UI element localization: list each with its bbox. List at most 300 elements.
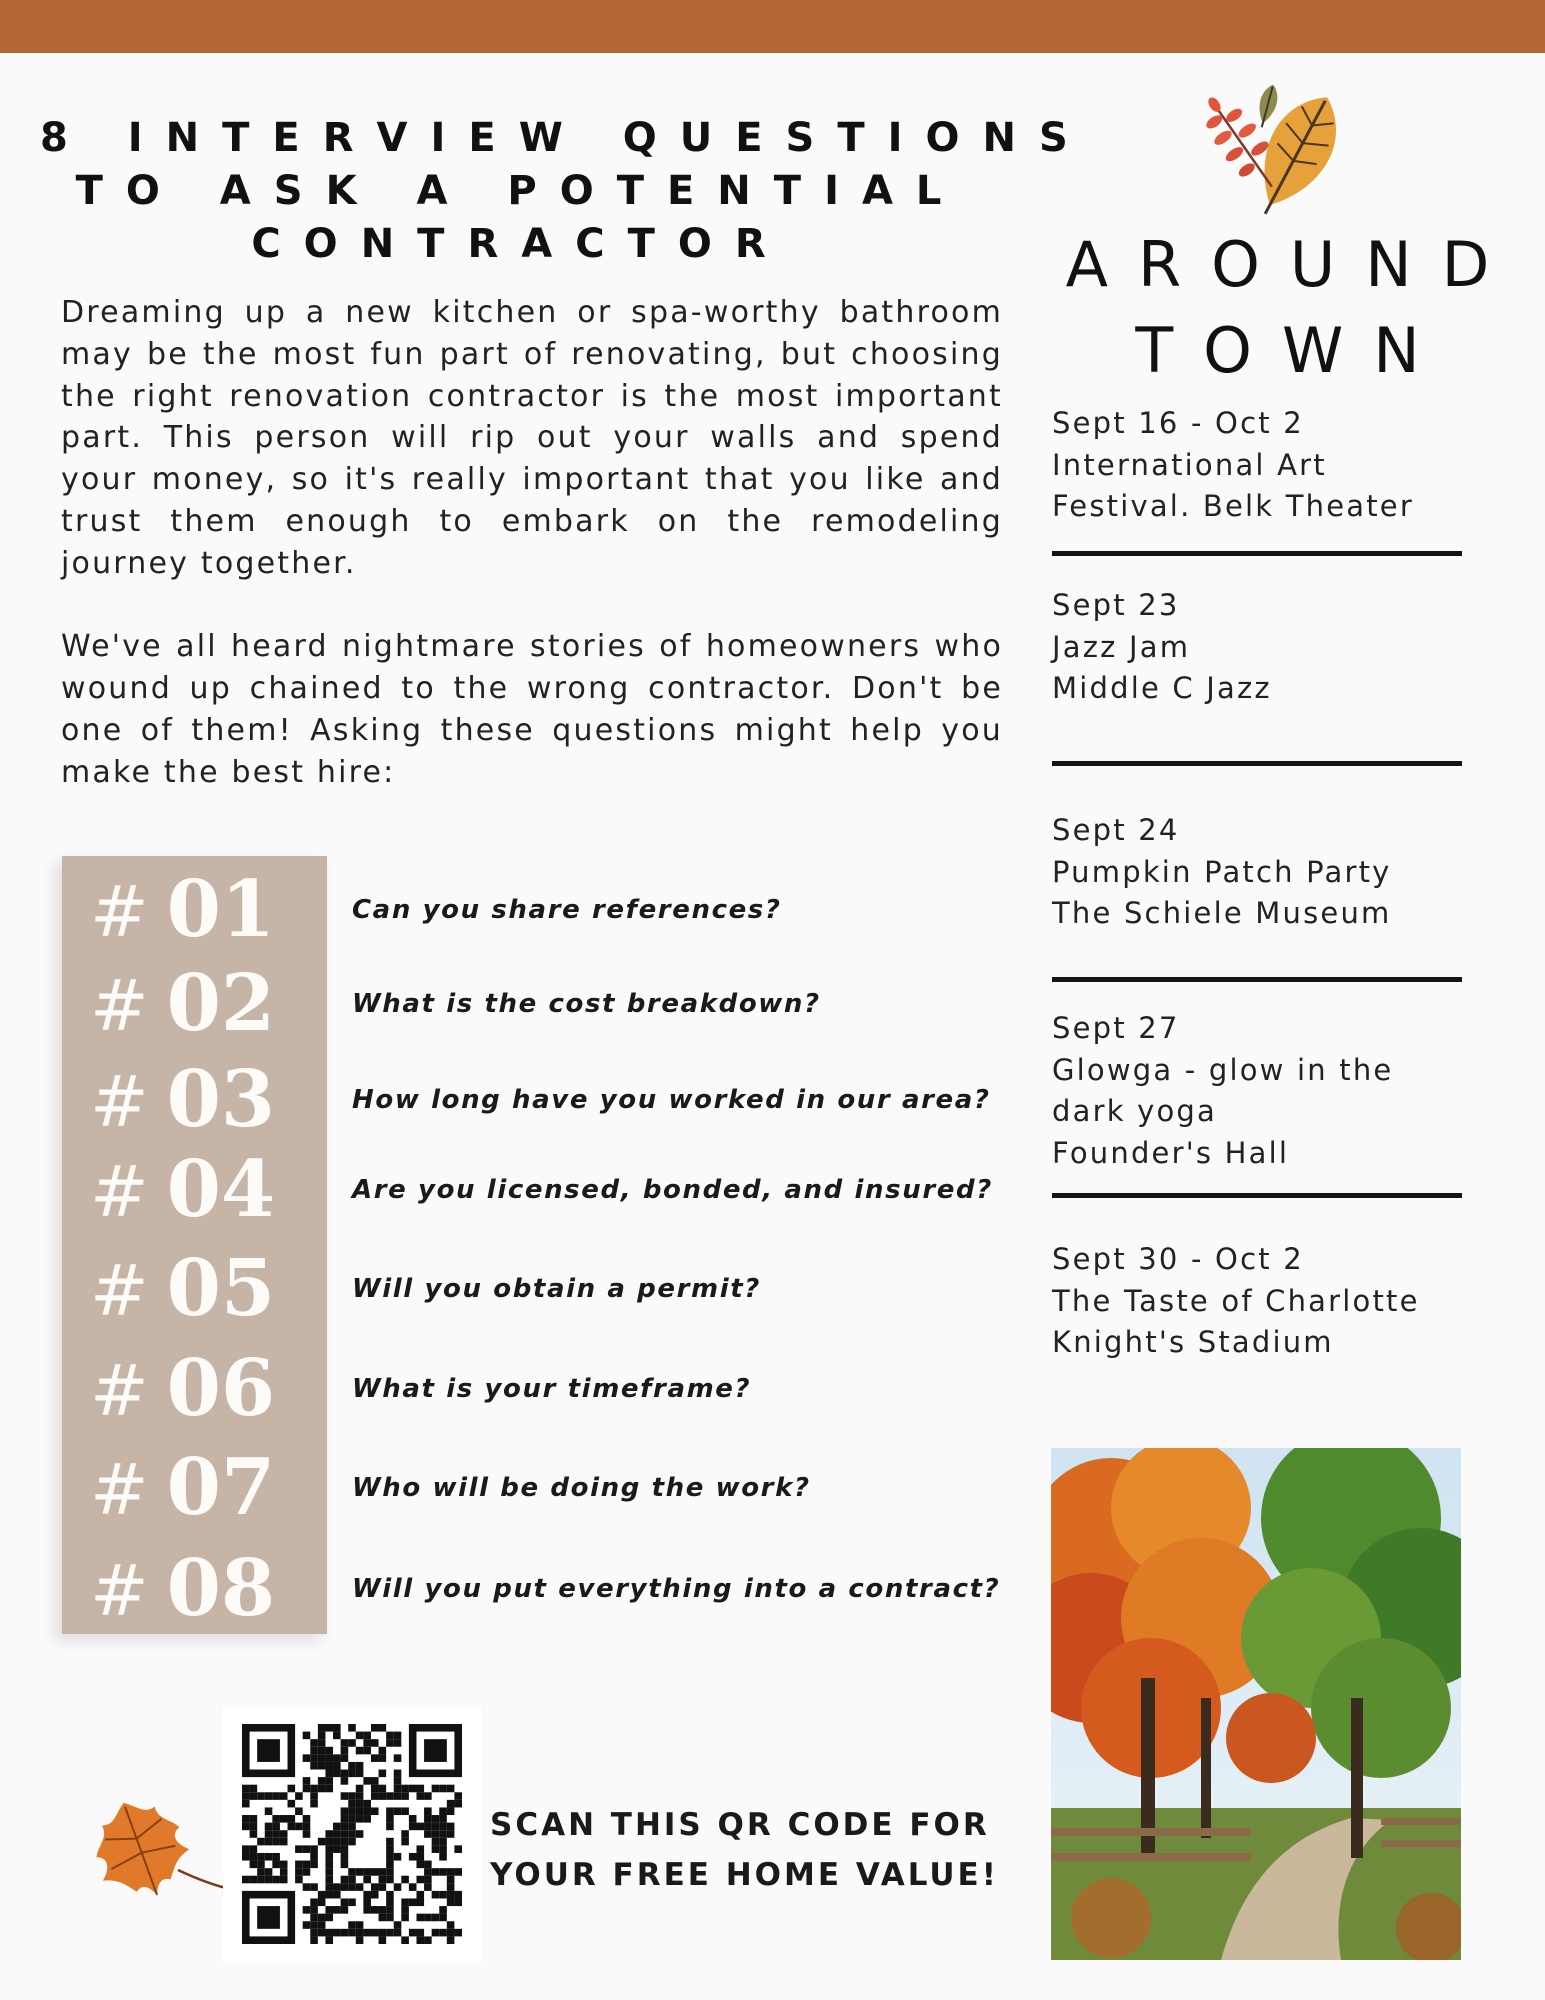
qr-module	[379, 1929, 387, 1937]
qr-module	[454, 1868, 462, 1876]
qr-module	[386, 1732, 394, 1740]
qr-module	[363, 1868, 371, 1876]
qr-module	[424, 1823, 432, 1831]
qr-module	[250, 1785, 258, 1793]
qr-module	[318, 1754, 326, 1762]
qr-module	[394, 1853, 402, 1861]
qr-module	[265, 1792, 273, 1800]
qr-module	[341, 1898, 349, 1906]
qr-module	[356, 1762, 364, 1770]
qr-module	[394, 1921, 402, 1929]
qr-module	[386, 1838, 394, 1846]
qr-module	[310, 1792, 318, 1800]
qr-module	[447, 1891, 455, 1899]
qr-module	[348, 1838, 356, 1846]
event-item	[1052, 403, 1492, 528]
article-title	[40, 112, 1091, 271]
qr-module	[416, 1876, 424, 1884]
qr-module	[356, 1936, 364, 1944]
qr-module	[371, 1807, 379, 1815]
qr-module	[280, 1876, 288, 1884]
qr-module	[310, 1883, 318, 1891]
qr-module	[257, 1853, 265, 1861]
qr-module	[401, 1792, 409, 1800]
qr-module	[454, 1898, 462, 1906]
qr-module	[333, 1823, 341, 1831]
qr-module	[348, 1762, 356, 1770]
around-town-heading	[1040, 222, 1545, 394]
qr-module	[439, 1815, 447, 1823]
question-number: # 08	[90, 1543, 276, 1634]
qr-module	[257, 1906, 280, 1929]
heading-line: TOWN	[1135, 314, 1450, 387]
qr-module	[416, 1845, 424, 1853]
title-line: CONTRACTOR	[251, 221, 789, 267]
qr-module	[363, 1891, 371, 1899]
qr-module	[288, 1800, 296, 1808]
qr-module	[416, 1853, 424, 1861]
qr-module	[416, 1823, 424, 1831]
caption-line: SCAN THIS QR CODE FOR	[490, 1807, 990, 1843]
event-divider	[1052, 761, 1462, 766]
qr-module	[333, 1838, 341, 1846]
question-text: How long have you worked in our area?	[352, 1085, 991, 1115]
qr-module	[356, 1868, 364, 1876]
qr-module	[310, 1861, 318, 1869]
qr-module	[348, 1792, 356, 1800]
event-line: Knight's Stadium	[1052, 1325, 1334, 1359]
qr-module	[409, 1853, 417, 1861]
qr-module	[424, 1936, 432, 1944]
qr-module	[310, 1906, 318, 1914]
qr-module	[432, 1823, 440, 1831]
qr-module	[303, 1921, 311, 1929]
qr-module	[363, 1815, 371, 1823]
qr-module	[250, 1845, 258, 1853]
event-line: Founder's Hall	[1052, 1135, 1290, 1170]
qr-module	[303, 1868, 311, 1876]
qr-module	[379, 1754, 387, 1762]
qr-module	[432, 1815, 440, 1823]
qr-module	[386, 1815, 394, 1823]
qr-module	[272, 1792, 280, 1800]
qr-module	[265, 1830, 273, 1838]
qr-module	[242, 1853, 250, 1861]
qr-module	[379, 1747, 387, 1755]
qr-module	[348, 1800, 356, 1808]
qr-module	[318, 1921, 326, 1929]
event-divider	[1052, 977, 1462, 982]
qr-module	[394, 1777, 402, 1785]
qr-module	[371, 1777, 379, 1785]
qr-module	[356, 1929, 364, 1937]
qr-module	[310, 1739, 318, 1747]
qr-module	[386, 1845, 394, 1853]
question-text: What is your timeframe?	[352, 1374, 752, 1404]
qr-module	[303, 1845, 311, 1853]
qr-module	[341, 1853, 349, 1861]
qr-module	[265, 1868, 273, 1876]
qr-module	[280, 1868, 288, 1876]
qr-module	[386, 1792, 394, 1800]
qr-module	[318, 1898, 326, 1906]
qr-module	[356, 1747, 364, 1755]
qr-module	[341, 1815, 349, 1823]
qr-module	[348, 1898, 356, 1906]
qr-module	[303, 1754, 311, 1762]
qr-module	[409, 1883, 417, 1891]
intro-paragraph: Dreaming up a new kitchen or spa-worthy bathroom may be the most fun part of renovating, but choosing the right renovation contractor is the most important part. This person will rip out your walls and spend your money, so it's really important that you like and trust them enough to embark on the remodeling journey together.	[61, 295, 1003, 581]
qr-module	[439, 1807, 447, 1815]
event-divider	[1052, 1193, 1462, 1198]
qr-module	[325, 1876, 333, 1884]
qr-module	[386, 1861, 394, 1869]
qr-module	[257, 1838, 265, 1846]
qr-module	[318, 1724, 326, 1732]
qr-module	[250, 1792, 258, 1800]
qr-module	[401, 1838, 409, 1846]
question-number: # 01	[90, 864, 276, 955]
qr-module	[303, 1883, 311, 1891]
qr-module	[325, 1830, 333, 1838]
qr-module	[386, 1914, 394, 1922]
qr-module	[432, 1785, 440, 1793]
qr-module	[348, 1830, 356, 1838]
qr-module	[439, 1823, 447, 1831]
qr-module	[439, 1785, 447, 1793]
qr-module	[439, 1830, 447, 1838]
qr-module	[386, 1853, 394, 1861]
qr-module	[386, 1823, 394, 1831]
question-number: # 04	[90, 1144, 276, 1235]
qr-module	[356, 1800, 364, 1808]
qr-module	[341, 1823, 349, 1831]
question-number: # 02	[90, 958, 276, 1049]
qr-module	[356, 1770, 364, 1778]
qr-module	[386, 1868, 394, 1876]
qr-module	[363, 1747, 371, 1755]
qr-module	[325, 1838, 333, 1846]
qr-module	[416, 1936, 424, 1944]
qr-module	[394, 1785, 402, 1793]
qr-module	[394, 1807, 402, 1815]
qr-module	[341, 1845, 349, 1853]
event-item	[1052, 810, 1492, 935]
qr-module	[356, 1883, 364, 1891]
qr-module	[394, 1929, 402, 1937]
event-line: The Schiele Museum	[1052, 896, 1392, 930]
qr-module	[295, 1823, 303, 1831]
qr-module	[257, 1861, 265, 1869]
qr-module	[295, 1807, 303, 1815]
qr-module	[280, 1861, 288, 1869]
qr-module	[454, 1792, 462, 1800]
event-line: Pumpkin Patch Party	[1052, 854, 1392, 889]
qr-module	[325, 1883, 333, 1891]
qr-module	[325, 1747, 333, 1755]
qr-module	[318, 1777, 326, 1785]
qr-module	[363, 1898, 371, 1906]
qr-module	[265, 1876, 273, 1884]
qr-module	[386, 1739, 394, 1747]
event-line: International Art	[1052, 447, 1327, 482]
qr-module	[242, 1876, 250, 1884]
question-item	[62, 864, 1022, 955]
qr-module	[250, 1861, 258, 1869]
intro-paragraph: We've all heard nightmare stories of homeowners who wound up chained to the wrong contractor. Don't be one of them! Asking these questions might help you make the best hire:	[61, 629, 1003, 790]
qr-module	[356, 1921, 364, 1929]
qr-module	[318, 1732, 326, 1740]
qr-module	[341, 1838, 349, 1846]
qr-module	[333, 1883, 341, 1891]
qr-module	[394, 1792, 402, 1800]
qr-module	[447, 1830, 455, 1838]
qr-module	[424, 1861, 432, 1869]
qr-module	[348, 1921, 356, 1929]
qr-module	[363, 1876, 371, 1884]
qr-module	[386, 1929, 394, 1937]
qr-module	[341, 1906, 349, 1914]
qr-module	[303, 1823, 311, 1831]
qr-module	[386, 1906, 394, 1914]
question-number: # 06	[90, 1343, 276, 1434]
qr-module	[424, 1883, 432, 1891]
question-item	[62, 1243, 1022, 1334]
qr-module	[416, 1891, 424, 1899]
qr-module	[401, 1906, 409, 1914]
qr-module	[333, 1754, 341, 1762]
qr-module	[295, 1876, 303, 1884]
qr-module	[242, 1845, 250, 1853]
qr-module	[447, 1936, 455, 1944]
qr-module	[371, 1868, 379, 1876]
qr-module	[416, 1861, 424, 1869]
event-line: Sept 30 - Oct 2	[1052, 1242, 1304, 1276]
qr-module	[447, 1823, 455, 1831]
qr-module	[242, 1815, 250, 1823]
qr-module	[439, 1929, 447, 1937]
qr-module	[416, 1898, 424, 1906]
qr-module	[409, 1785, 417, 1793]
qr-module	[265, 1853, 273, 1861]
qr-module	[242, 1792, 250, 1800]
qr-module	[447, 1800, 455, 1808]
qr-module	[439, 1906, 447, 1914]
qr-module	[439, 1914, 447, 1922]
qr-module	[379, 1936, 387, 1944]
qr-module	[325, 1724, 333, 1732]
qr-module	[250, 1823, 258, 1831]
question-text: What is the cost breakdown?	[352, 989, 821, 1019]
qr-module	[310, 1853, 318, 1861]
question-item	[62, 1054, 1022, 1145]
qr-module	[424, 1914, 432, 1922]
qr-module	[409, 1823, 417, 1831]
title-line: 8 INTERVIEW QUESTIONS	[40, 115, 1091, 161]
qr-module	[401, 1830, 409, 1838]
qr-module	[447, 1898, 455, 1906]
qr-module	[424, 1876, 432, 1884]
question-text: Will you obtain a permit?	[352, 1274, 761, 1304]
qr-module	[341, 1777, 349, 1785]
event-line: Sept 27	[1052, 1011, 1180, 1045]
qr-module	[454, 1800, 462, 1808]
qr-module	[348, 1883, 356, 1891]
qr-module	[371, 1792, 379, 1800]
qr-module	[280, 1815, 288, 1823]
qr-module	[333, 1830, 341, 1838]
event-line: Sept 16 - Oct 2	[1052, 406, 1304, 440]
qr-module	[394, 1883, 402, 1891]
qr-module	[341, 1861, 349, 1869]
qr-module	[379, 1792, 387, 1800]
event-line: Middle C Jazz	[1052, 671, 1272, 705]
question-number: # 03	[90, 1054, 276, 1145]
qr-module	[310, 1898, 318, 1906]
qr-module	[348, 1724, 356, 1732]
qr-module	[401, 1785, 409, 1793]
qr-code-icon	[223, 1705, 481, 1963]
qr-module	[272, 1838, 280, 1846]
qr-module	[288, 1823, 296, 1831]
qr-module	[401, 1807, 409, 1815]
question-item	[62, 958, 1022, 1049]
qr-module	[333, 1762, 341, 1770]
qr-module	[250, 1876, 258, 1884]
caption-line: YOUR FREE HOME VALUE!	[490, 1857, 999, 1893]
qr-module	[325, 1754, 333, 1762]
qr-module	[325, 1929, 333, 1937]
qr-module	[394, 1770, 402, 1778]
qr-module	[257, 1792, 265, 1800]
qr-module	[341, 1770, 349, 1778]
qr-module	[333, 1845, 341, 1853]
qr-module	[454, 1845, 462, 1853]
article-intro	[61, 292, 1003, 794]
qr-module	[325, 1891, 333, 1899]
qr-module	[371, 1891, 379, 1899]
qr-module	[424, 1807, 432, 1815]
qr-module	[363, 1732, 371, 1740]
qr-module	[363, 1906, 371, 1914]
event-line: Jazz Jam	[1052, 629, 1191, 664]
qr-module	[333, 1906, 341, 1914]
qr-module	[416, 1785, 424, 1793]
qr-module	[371, 1929, 379, 1937]
qr-module	[280, 1792, 288, 1800]
qr-module	[401, 1876, 409, 1884]
qr-module	[371, 1906, 379, 1914]
qr-module	[325, 1770, 333, 1778]
qr-module	[447, 1883, 455, 1891]
qr-module	[318, 1929, 326, 1937]
qr-module	[432, 1868, 440, 1876]
qr-module	[325, 1845, 333, 1853]
question-text: Can you share references?	[352, 895, 782, 925]
qr-code[interactable]	[223, 1705, 481, 1963]
qr-module	[318, 1914, 326, 1922]
qr-module	[379, 1876, 387, 1884]
qr-module	[318, 1747, 326, 1755]
qr-module	[310, 1929, 318, 1937]
qr-module	[272, 1830, 280, 1838]
qr-module	[288, 1785, 296, 1793]
qr-module	[439, 1845, 447, 1853]
question-text: Who will be doing the work?	[352, 1473, 811, 1503]
qr-module	[333, 1724, 341, 1732]
qr-module	[409, 1929, 417, 1937]
qr-module	[295, 1792, 303, 1800]
qr-module	[432, 1914, 440, 1922]
event-line: Sept 24	[1052, 813, 1180, 847]
qr-module	[333, 1891, 341, 1899]
qr-module	[371, 1785, 379, 1793]
qr-module	[272, 1815, 280, 1823]
qr-module	[295, 1845, 303, 1853]
qr-module	[409, 1815, 417, 1823]
qr-module	[341, 1747, 349, 1755]
event-line: Festival. Belk Theater	[1052, 489, 1414, 523]
qr-module	[363, 1739, 371, 1747]
qr-module	[454, 1929, 462, 1937]
qr-module	[310, 1747, 318, 1755]
qr-module	[310, 1845, 318, 1853]
qr-module	[394, 1739, 402, 1747]
qr-module	[333, 1770, 341, 1778]
qr-module	[371, 1724, 379, 1732]
qr-module	[447, 1921, 455, 1929]
qr-module	[250, 1815, 258, 1823]
qr-module	[318, 1762, 326, 1770]
qr-module	[432, 1929, 440, 1937]
qr-module	[325, 1914, 333, 1922]
qr-module	[363, 1807, 371, 1815]
question-number: # 05	[90, 1243, 276, 1334]
event-line: Glowga - glow in the	[1052, 1052, 1394, 1087]
qr-module	[325, 1906, 333, 1914]
qr-module	[447, 1876, 455, 1884]
qr-module	[310, 1754, 318, 1762]
qr-module	[325, 1868, 333, 1876]
qr-module	[310, 1914, 318, 1922]
title-line: TO ASK A POTENTIAL	[75, 168, 965, 214]
autumn-leaves-icon	[1180, 82, 1380, 222]
question-item	[62, 1343, 1022, 1434]
top-color-bar	[0, 0, 1545, 53]
qr-module	[356, 1807, 364, 1815]
qr-module	[348, 1770, 356, 1778]
qr-module	[310, 1800, 318, 1808]
question-text: Are you licensed, bonded, and insured?	[352, 1175, 993, 1205]
qr-caption	[490, 1800, 999, 1900]
qr-module	[447, 1785, 455, 1793]
qr-module	[416, 1929, 424, 1937]
qr-module	[371, 1739, 379, 1747]
qr-module	[280, 1830, 288, 1838]
qr-module	[325, 1853, 333, 1861]
qr-module	[341, 1792, 349, 1800]
qr-module	[318, 1891, 326, 1899]
qr-module	[447, 1807, 455, 1815]
qr-module	[363, 1800, 371, 1808]
qr-module	[356, 1732, 364, 1740]
qr-module	[272, 1823, 280, 1831]
qr-module	[272, 1876, 280, 1884]
qr-module	[386, 1898, 394, 1906]
qr-module	[265, 1823, 273, 1831]
qr-module	[295, 1861, 303, 1869]
autumn-park-photo	[1051, 1448, 1461, 1960]
